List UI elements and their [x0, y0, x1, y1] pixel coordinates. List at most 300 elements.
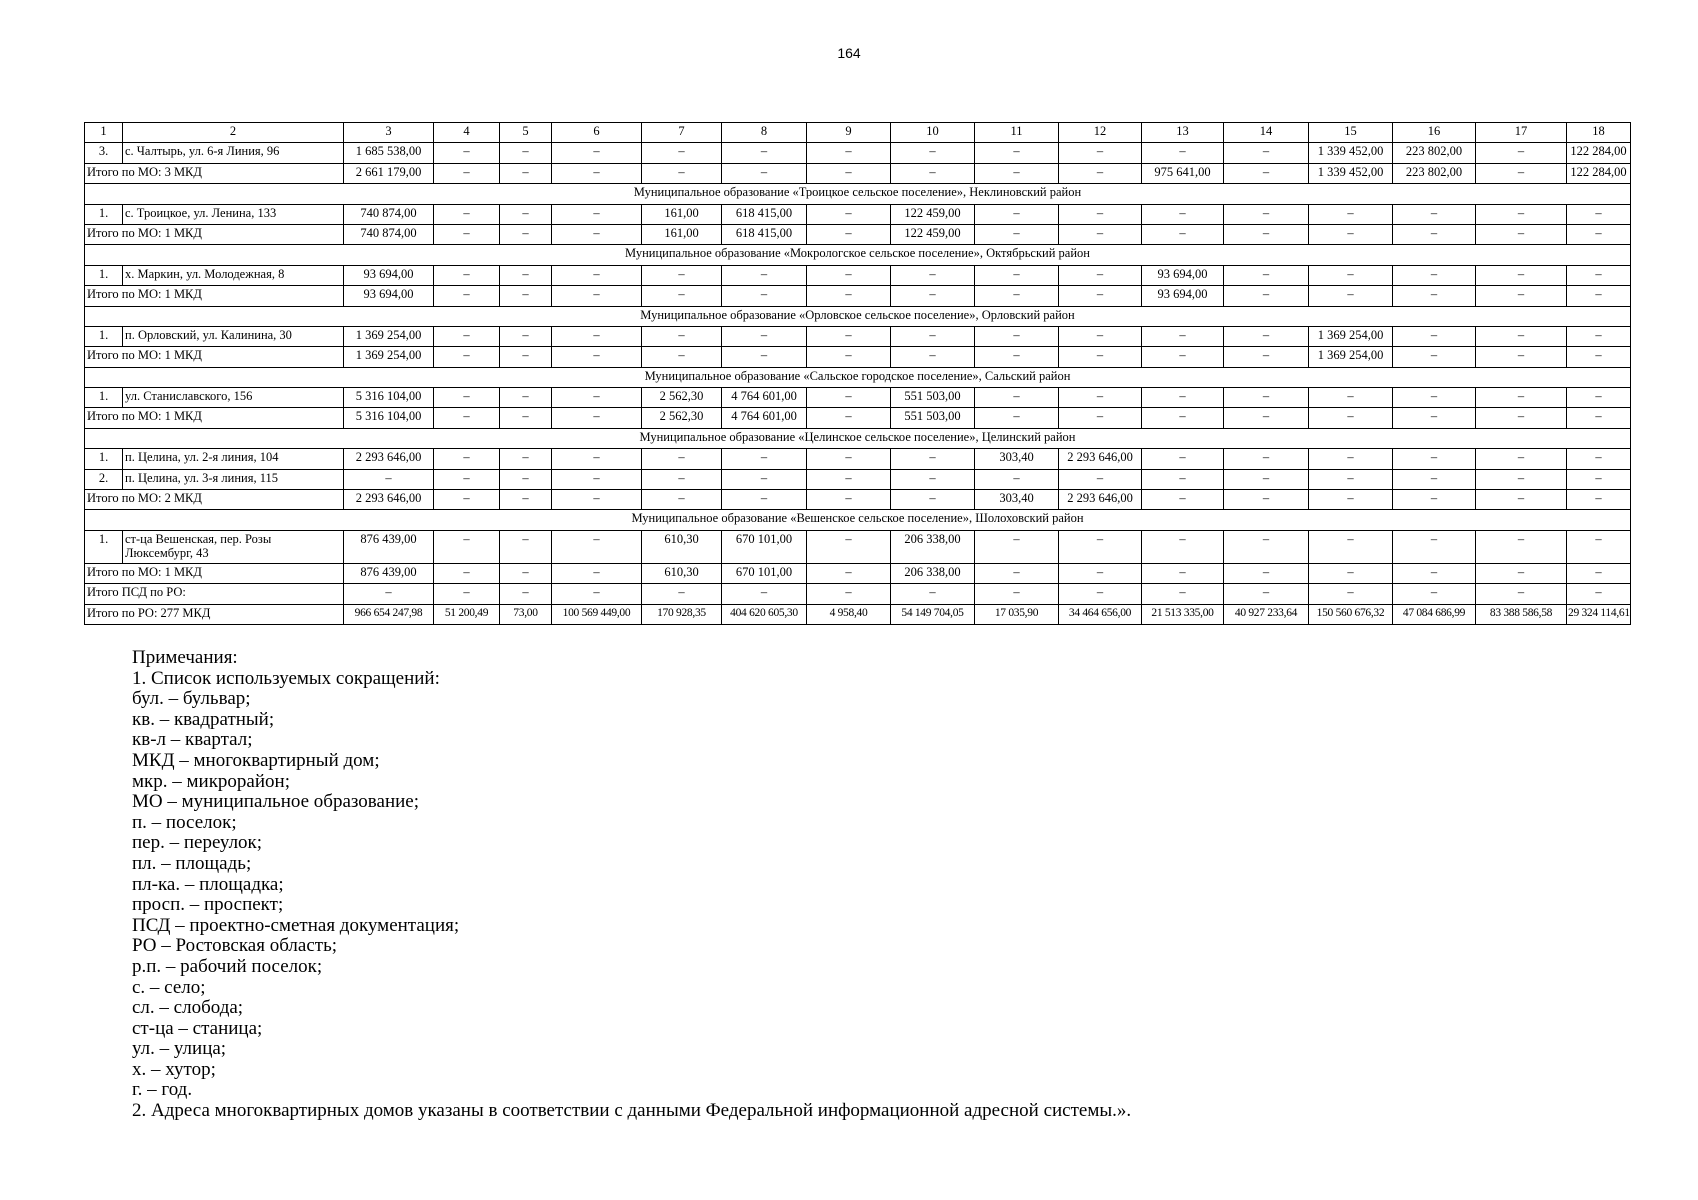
value-cell: – — [891, 347, 975, 367]
value-cell: – — [722, 143, 807, 163]
total-label: Итого по МО: 1 МКД — [85, 408, 344, 428]
value-cell: – — [1567, 326, 1631, 346]
value-cell: – — [807, 469, 891, 489]
value-cell: – — [1224, 490, 1309, 510]
value-cell: – — [807, 286, 891, 306]
value-cell: – — [1567, 265, 1631, 285]
value-cell: – — [807, 490, 891, 510]
value-cell: 83 388 586,58 — [1476, 604, 1567, 624]
value-cell: – — [1224, 563, 1309, 583]
value-cell: 34 464 656,00 — [1059, 604, 1142, 624]
value-cell: – — [975, 143, 1059, 163]
value-cell: – — [552, 584, 642, 604]
value-cell: 618 415,00 — [722, 204, 807, 224]
value-cell: – — [500, 469, 552, 489]
value-cell: 876 439,00 — [344, 530, 434, 563]
value-cell: – — [1476, 143, 1567, 163]
value-cell: 1 369 254,00 — [1309, 326, 1393, 346]
value-cell: – — [1476, 204, 1567, 224]
value-cell: – — [552, 163, 642, 183]
value-cell: – — [722, 584, 807, 604]
value-cell: – — [975, 347, 1059, 367]
value-cell: – — [1476, 563, 1567, 583]
abbreviation-item: р.п. – рабочий поселок; — [132, 955, 323, 977]
value-cell: 161,00 — [642, 224, 722, 244]
value-cell: – — [552, 265, 642, 285]
value-cell: – — [552, 224, 642, 244]
value-cell: – — [1059, 408, 1142, 428]
value-cell: – — [1059, 143, 1142, 163]
value-cell: – — [1142, 584, 1224, 604]
table-row — [85, 530, 1631, 563]
value-cell: 551 503,00 — [891, 388, 975, 408]
row-number: 1. — [85, 326, 123, 346]
value-cell: – — [434, 563, 500, 583]
total-label: Итого по МО: 2 МКД — [85, 490, 344, 510]
value-cell: – — [1309, 388, 1393, 408]
value-cell: 29 324 114,61 — [1567, 604, 1631, 624]
value-cell: – — [1393, 469, 1476, 489]
value-cell: – — [807, 163, 891, 183]
abbreviation-item: мкр. – микрорайон; — [132, 770, 290, 792]
total-label: Итого по МО: 1 МКД — [85, 563, 344, 583]
value-cell: – — [642, 469, 722, 489]
value-cell: 150 560 676,32 — [1309, 604, 1393, 624]
table-row — [85, 204, 1631, 224]
abbreviation-item: п. – поселок; — [132, 811, 237, 833]
row-number: 1. — [85, 449, 123, 469]
value-cell: 618 415,00 — [722, 224, 807, 244]
column-header: 8 — [722, 123, 807, 143]
value-cell: – — [975, 469, 1059, 489]
address-cell: ст-ца Вешенская, пер. Розы Люксембург, 43 — [123, 530, 344, 563]
address-cell: х. Маркин, ул. Молодежная, 8 — [123, 265, 344, 285]
value-cell: – — [500, 490, 552, 510]
value-cell: – — [1142, 530, 1224, 563]
value-cell: – — [807, 143, 891, 163]
value-cell: – — [1309, 286, 1393, 306]
value-cell: – — [1309, 265, 1393, 285]
value-cell: – — [434, 449, 500, 469]
value-cell: 40 927 233,64 — [1224, 604, 1309, 624]
value-cell: 73,00 — [500, 604, 552, 624]
value-cell: – — [552, 326, 642, 346]
value-cell: – — [434, 490, 500, 510]
table-header-row — [85, 123, 1631, 143]
value-cell: – — [344, 584, 434, 604]
value-cell: – — [722, 163, 807, 183]
abbreviation-item: с. – село; — [132, 976, 206, 998]
value-cell: – — [722, 490, 807, 510]
abbreviation-item: кв. – квадратный; — [132, 708, 275, 730]
value-cell: – — [1476, 265, 1567, 285]
value-cell: – — [891, 286, 975, 306]
value-cell: – — [1567, 584, 1631, 604]
value-cell: – — [1142, 326, 1224, 346]
abbreviation-item: РО – Ростовская область; — [132, 935, 338, 957]
total-label: Итого по МО: 1 МКД — [85, 224, 344, 244]
column-header: 6 — [552, 123, 642, 143]
value-cell: – — [434, 163, 500, 183]
value-cell: – — [1224, 408, 1309, 428]
value-cell: – — [1142, 490, 1224, 510]
value-cell: – — [975, 204, 1059, 224]
value-cell: – — [500, 265, 552, 285]
value-cell: 740 874,00 — [344, 224, 434, 244]
value-cell: – — [552, 530, 642, 563]
column-header: 7 — [642, 123, 722, 143]
value-cell: 1 369 254,00 — [344, 326, 434, 346]
value-cell: – — [1059, 163, 1142, 183]
value-cell: – — [1393, 563, 1476, 583]
value-cell: – — [975, 163, 1059, 183]
value-cell: – — [434, 224, 500, 244]
column-header: 13 — [1142, 123, 1224, 143]
value-cell: – — [1309, 563, 1393, 583]
value-cell: 2 293 646,00 — [344, 449, 434, 469]
value-cell: – — [500, 286, 552, 306]
value-cell: – — [642, 347, 722, 367]
value-cell: – — [1476, 388, 1567, 408]
value-cell: – — [434, 326, 500, 346]
value-cell: – — [434, 143, 500, 163]
address-cell: ул. Станиславского, 156 — [123, 388, 344, 408]
value-cell: – — [642, 449, 722, 469]
value-cell: – — [1567, 347, 1631, 367]
value-cell: 93 694,00 — [344, 286, 434, 306]
value-cell: 122 284,00 — [1567, 163, 1631, 183]
value-cell: – — [975, 286, 1059, 306]
value-cell: – — [434, 286, 500, 306]
value-cell: – — [1393, 449, 1476, 469]
value-cell: – — [1059, 584, 1142, 604]
value-cell: 2 661 179,00 — [344, 163, 434, 183]
value-cell: 303,40 — [975, 490, 1059, 510]
table-row — [85, 143, 1631, 163]
value-cell: 223 802,00 — [1393, 163, 1476, 183]
table-body — [85, 123, 1631, 625]
value-cell: – — [807, 347, 891, 367]
value-cell: – — [344, 469, 434, 489]
column-header: 18 — [1567, 123, 1631, 143]
section-header-row — [85, 184, 1631, 204]
value-cell: – — [722, 286, 807, 306]
subtotal-row — [85, 286, 1631, 306]
value-cell: – — [807, 584, 891, 604]
row-number: 3. — [85, 143, 123, 163]
value-cell: 1 369 254,00 — [344, 347, 434, 367]
value-cell: 2 293 646,00 — [1059, 449, 1142, 469]
row-number: 1. — [85, 388, 123, 408]
value-cell: – — [500, 143, 552, 163]
value-cell: – — [1142, 204, 1224, 224]
address-cell: п. Целина, ул. 2-я линия, 104 — [123, 449, 344, 469]
value-cell: – — [1393, 388, 1476, 408]
value-cell: – — [500, 163, 552, 183]
value-cell: – — [552, 408, 642, 428]
value-cell: – — [975, 326, 1059, 346]
value-cell: – — [500, 204, 552, 224]
value-cell: – — [807, 449, 891, 469]
value-cell: – — [807, 326, 891, 346]
value-cell: 1 339 452,00 — [1309, 163, 1393, 183]
value-cell: – — [1224, 347, 1309, 367]
subtotal-row — [85, 163, 1631, 183]
value-cell: – — [1476, 449, 1567, 469]
value-cell: – — [1393, 265, 1476, 285]
value-cell: – — [1393, 224, 1476, 244]
value-cell: – — [891, 265, 975, 285]
value-cell: – — [1393, 530, 1476, 563]
value-cell: – — [642, 143, 722, 163]
total-label: Итого ПСД по РО: — [85, 584, 344, 604]
value-cell: – — [1142, 388, 1224, 408]
value-cell: – — [1309, 204, 1393, 224]
address-cell: с. Чалтырь, ул. 6-я Линия, 96 — [123, 143, 344, 163]
grand-total-row — [85, 604, 1631, 624]
value-cell: – — [891, 326, 975, 346]
value-cell: 100 569 449,00 — [552, 604, 642, 624]
municipality-title: Муниципальное образование «Сальское городское поселение», Сальский район — [85, 367, 1631, 387]
value-cell: – — [722, 326, 807, 346]
value-cell: – — [1393, 584, 1476, 604]
value-cell: – — [1476, 530, 1567, 563]
subtotal-row — [85, 408, 1631, 428]
value-cell: – — [642, 286, 722, 306]
value-cell: – — [1567, 286, 1631, 306]
value-cell: – — [552, 204, 642, 224]
value-cell: – — [552, 143, 642, 163]
subtotal-row — [85, 563, 1631, 583]
address-cell: с. Троицкое, ул. Ленина, 133 — [123, 204, 344, 224]
value-cell: – — [1224, 584, 1309, 604]
value-cell: – — [807, 563, 891, 583]
value-cell: – — [891, 163, 975, 183]
value-cell: 122 459,00 — [891, 224, 975, 244]
value-cell: – — [642, 265, 722, 285]
value-cell: 876 439,00 — [344, 563, 434, 583]
value-cell: 2 562,30 — [642, 408, 722, 428]
value-cell: – — [807, 388, 891, 408]
value-cell: – — [552, 469, 642, 489]
value-cell: 966 654 247,98 — [344, 604, 434, 624]
value-cell: 54 149 704,05 — [891, 604, 975, 624]
value-cell: 17 035,90 — [975, 604, 1059, 624]
value-cell: 975 641,00 — [1142, 163, 1224, 183]
value-cell: – — [1224, 469, 1309, 489]
value-cell: – — [500, 224, 552, 244]
table-row — [85, 469, 1631, 489]
value-cell: – — [1224, 530, 1309, 563]
value-cell: – — [975, 408, 1059, 428]
address-cell: п. Целина, ул. 3-я линия, 115 — [123, 469, 344, 489]
column-header: 12 — [1059, 123, 1142, 143]
value-cell: – — [500, 408, 552, 428]
column-header: 15 — [1309, 123, 1393, 143]
value-cell: – — [1476, 326, 1567, 346]
abbreviation-item: пер. – переулок; — [132, 832, 263, 854]
value-cell: – — [722, 265, 807, 285]
table-row — [85, 265, 1631, 285]
abbreviation-item: просп. – проспект; — [132, 894, 284, 916]
page-number: 164 — [837, 45, 861, 61]
abbreviation-item: пл. – площадь; — [132, 852, 252, 874]
value-cell: – — [500, 388, 552, 408]
value-cell: 4 764 601,00 — [722, 388, 807, 408]
section-header-row — [85, 510, 1631, 530]
municipality-title: Муниципальное образование «Вешенское сельское поселение», Шолоховский район — [85, 510, 1631, 530]
table-row — [85, 449, 1631, 469]
value-cell: – — [1309, 408, 1393, 428]
column-header: 9 — [807, 123, 891, 143]
value-cell: – — [807, 530, 891, 563]
notes-final: 2. Адреса многоквартирных домов указаны в соответствии с данными Федеральной информационной адресной системы.». — [132, 1100, 1132, 1122]
value-cell: – — [434, 347, 500, 367]
value-cell: – — [1142, 143, 1224, 163]
abbreviation-item: пл-ка. – площадка; — [132, 873, 284, 895]
value-cell: – — [434, 408, 500, 428]
value-cell: – — [1309, 224, 1393, 244]
value-cell: – — [434, 469, 500, 489]
value-cell: 170 928,35 — [642, 604, 722, 624]
abbreviation-item: х. – хутор; — [132, 1058, 216, 1080]
value-cell: – — [552, 563, 642, 583]
abbreviation-item: МКД – многоквартирный дом; — [132, 749, 380, 771]
value-cell: – — [1476, 469, 1567, 489]
value-cell: 610,30 — [642, 530, 722, 563]
total-label: Итого по РО: 277 МКД — [85, 604, 344, 624]
value-cell: – — [1309, 469, 1393, 489]
value-cell: – — [1567, 408, 1631, 428]
value-cell: – — [434, 584, 500, 604]
value-cell: – — [1059, 530, 1142, 563]
value-cell: – — [1059, 388, 1142, 408]
capital-repair-table — [84, 122, 1631, 625]
row-number: 1. — [85, 530, 123, 563]
value-cell: – — [500, 530, 552, 563]
value-cell: 551 503,00 — [891, 408, 975, 428]
abbreviation-item: ст-ца – станица; — [132, 1017, 263, 1039]
value-cell: – — [891, 449, 975, 469]
value-cell: 93 694,00 — [1142, 286, 1224, 306]
value-cell: – — [1059, 469, 1142, 489]
value-cell: – — [434, 530, 500, 563]
section-header-row — [85, 306, 1631, 326]
value-cell: – — [1476, 490, 1567, 510]
abbreviation-item: ПСД – проектно-сметная документация; — [132, 914, 460, 936]
municipality-title: Муниципальное образование «Мокрологское сельское поселение», Октябрьский район — [85, 245, 1631, 265]
value-cell: – — [642, 326, 722, 346]
value-cell: – — [975, 388, 1059, 408]
value-cell: – — [1224, 163, 1309, 183]
value-cell: – — [1142, 449, 1224, 469]
value-cell: 51 200,49 — [434, 604, 500, 624]
value-cell: – — [1393, 286, 1476, 306]
value-cell: – — [807, 204, 891, 224]
value-cell: – — [434, 265, 500, 285]
value-cell: – — [722, 347, 807, 367]
value-cell: 2 562,30 — [642, 388, 722, 408]
value-cell: – — [1059, 563, 1142, 583]
total-label: Итого по МО: 1 МКД — [85, 286, 344, 306]
subtotal-row — [85, 347, 1631, 367]
value-cell: 223 802,00 — [1393, 143, 1476, 163]
value-cell: – — [807, 224, 891, 244]
column-header: 16 — [1393, 123, 1476, 143]
value-cell: – — [1567, 224, 1631, 244]
value-cell: 47 084 686,99 — [1393, 604, 1476, 624]
value-cell: – — [975, 265, 1059, 285]
value-cell: 161,00 — [642, 204, 722, 224]
value-cell: – — [552, 490, 642, 510]
column-header: 4 — [434, 123, 500, 143]
total-label: Итого по МО: 1 МКД — [85, 347, 344, 367]
value-cell: – — [1393, 326, 1476, 346]
value-cell: – — [552, 347, 642, 367]
value-cell: 93 694,00 — [1142, 265, 1224, 285]
value-cell: – — [500, 347, 552, 367]
value-cell: – — [434, 388, 500, 408]
column-header: 14 — [1224, 123, 1309, 143]
value-cell: 610,30 — [642, 563, 722, 583]
abbreviation-item: МО – муниципальное образование; — [132, 791, 420, 813]
value-cell: 122 284,00 — [1567, 143, 1631, 163]
section-header-row — [85, 367, 1631, 387]
value-cell: – — [975, 224, 1059, 244]
value-cell: – — [891, 490, 975, 510]
value-cell: – — [1567, 449, 1631, 469]
value-cell: – — [1059, 347, 1142, 367]
value-cell: 206 338,00 — [891, 563, 975, 583]
value-cell: – — [1567, 563, 1631, 583]
value-cell: – — [642, 490, 722, 510]
value-cell: – — [1393, 408, 1476, 428]
value-cell: – — [552, 388, 642, 408]
value-cell: 122 459,00 — [891, 204, 975, 224]
value-cell: – — [1224, 143, 1309, 163]
value-cell: 404 620 605,30 — [722, 604, 807, 624]
value-cell: – — [891, 469, 975, 489]
value-cell: – — [1309, 449, 1393, 469]
value-cell: – — [1567, 530, 1631, 563]
subtotal-row — [85, 490, 1631, 510]
value-cell: – — [1476, 408, 1567, 428]
section-header-row — [85, 428, 1631, 448]
abbreviation-item: кв-л – квартал; — [132, 729, 253, 751]
value-cell: 4 764 601,00 — [722, 408, 807, 428]
column-header: 1 — [85, 123, 123, 143]
municipality-title: Муниципальное образование «Орловское сельское поселение», Орловский район — [85, 306, 1631, 326]
value-cell: – — [1393, 347, 1476, 367]
value-cell: 303,40 — [975, 449, 1059, 469]
value-cell: – — [1224, 204, 1309, 224]
value-cell: 5 316 104,00 — [344, 388, 434, 408]
value-cell: – — [1059, 204, 1142, 224]
value-cell: – — [722, 469, 807, 489]
value-cell: 670 101,00 — [722, 563, 807, 583]
table-row — [85, 388, 1631, 408]
value-cell: – — [722, 449, 807, 469]
abbreviation-item: г. – год. — [132, 1079, 193, 1101]
value-cell: – — [1142, 224, 1224, 244]
value-cell: – — [1476, 286, 1567, 306]
value-cell: – — [807, 265, 891, 285]
value-cell: – — [1309, 490, 1393, 510]
column-header: 10 — [891, 123, 975, 143]
abbreviations-list — [132, 689, 1532, 1101]
value-cell: – — [1309, 530, 1393, 563]
value-cell: – — [1567, 204, 1631, 224]
